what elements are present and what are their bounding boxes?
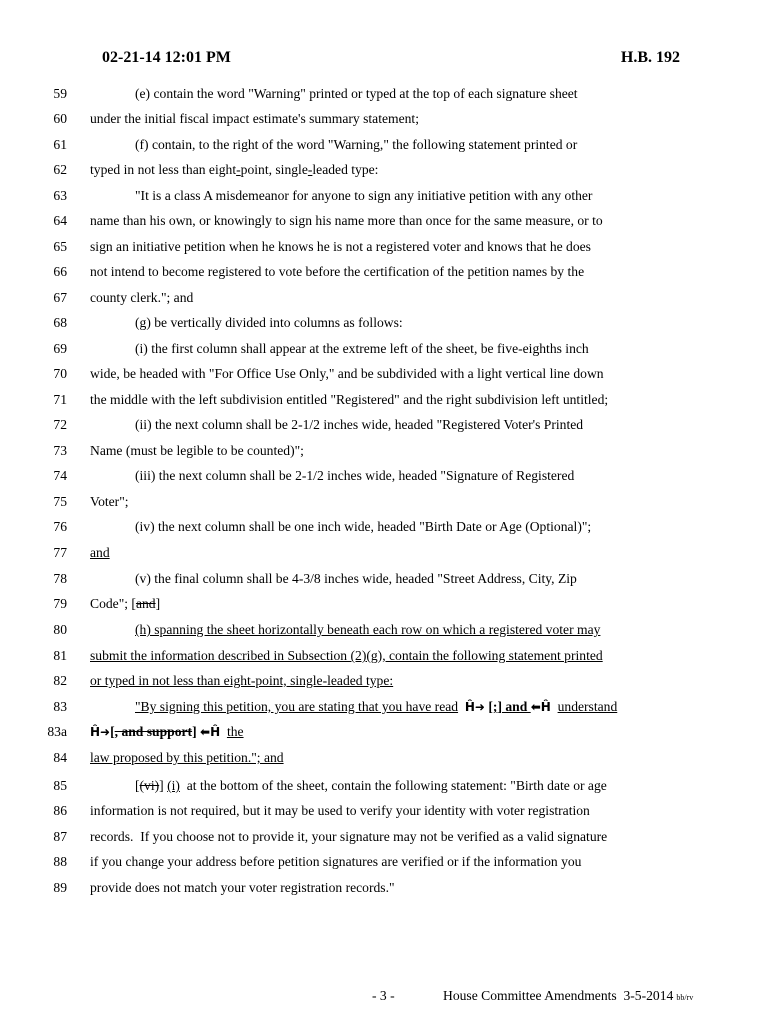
amendment-open-marker-icon: Ĥ➜ — [464, 700, 485, 714]
line-number: 85 — [53, 778, 67, 793]
line-number: 68 — [53, 315, 67, 330]
line-text: Name (must be legible to be counted)"; — [90, 443, 304, 458]
line-text: wide, be headed with "For Office Use Only," and be subdivided with a light vertical line down — [90, 366, 604, 381]
inserted-text: - — [236, 162, 241, 177]
line-88 — [0, 852, 770, 872]
line-83 — [0, 697, 770, 717]
line-text: information is not required, but it may be used to verify your identity with voter registration — [90, 803, 590, 818]
line-text: (i) the first column shall appear at the extreme left of the sheet, be five-eighths inch — [135, 341, 589, 356]
line-78 — [0, 569, 770, 589]
line-number: 66 — [53, 264, 67, 279]
line-number: 64 — [53, 213, 67, 228]
line-text: (ii) the next column shall be 2-1/2 inches wide, headed "Registered Voter's Printed — [135, 417, 584, 432]
line-79 — [0, 594, 770, 614]
line-text: (g) be vertically divided into columns as follows: — [135, 315, 403, 330]
line-number: 80 — [53, 622, 67, 637]
line-number: 59 — [53, 86, 67, 101]
line-69 — [0, 339, 770, 359]
deleted-text: (vi) — [139, 778, 160, 793]
line-number: 81 — [53, 648, 67, 663]
line-text: "It is a class A misdemeanor for anyone to sign any initiative petition with any other — [135, 188, 593, 203]
line-text: records. If you choose not to provide it, your signature may not be verified as a valid signature — [90, 829, 608, 844]
line-text: provide does not match your voter registration records." — [90, 880, 395, 895]
line-73 — [0, 441, 770, 461]
line-87 — [0, 827, 770, 847]
line-68 — [0, 313, 770, 333]
line-text: (e) contain the word "Warning" printed or typed at the top of each signature sheet — [135, 86, 578, 101]
inserted-text: law proposed by this petition."; and — [90, 750, 284, 765]
line-number: 87 — [53, 829, 67, 844]
deleted-text: , and support — [114, 724, 193, 739]
line-number: 77 — [53, 545, 67, 560]
inserted-text: "By signing this petition, you are stating that you have read — [135, 699, 459, 714]
line-number: 63 — [53, 188, 67, 203]
line-number: 70 — [53, 366, 67, 381]
line-text: (iii) the next column shall be 2-1/2 inches wide, headed "Signature of Registered — [135, 468, 575, 483]
line-80 — [0, 620, 770, 640]
line-71 — [0, 390, 770, 410]
inserted-text: and — [90, 545, 110, 560]
line-number: 71 — [53, 392, 67, 407]
inserted-text: submit the information described in Subsection (2)(g), contain the following statement printed — [90, 648, 603, 663]
line-64 — [0, 211, 770, 231]
line-text: Code"; [and] — [90, 596, 161, 611]
deleted-text: and — [135, 596, 156, 611]
line-61 — [0, 135, 770, 155]
line-number: 69 — [53, 341, 67, 356]
line-number: 75 — [53, 494, 67, 509]
line-84 — [0, 748, 770, 768]
line-number: 82 — [53, 673, 67, 688]
line-number: 67 — [53, 290, 67, 305]
inserted-text: (i) — [167, 778, 180, 793]
line-59 — [0, 84, 770, 104]
line-67 — [0, 288, 770, 308]
line-text: name than his own, or knowingly to sign his name more than once for the same measure, or to — [90, 213, 603, 228]
line-number: 79 — [53, 596, 67, 611]
line-text: if you change your address before petition signatures are verified or if the information you — [90, 854, 582, 869]
line-number: 72 — [53, 417, 67, 432]
line-text: not intend to become registered to vote before the certification of the petition names by the — [90, 264, 585, 279]
inserted-text: - — [307, 162, 313, 177]
line-text: sign an initiative petition when he knows he is not a registered voter and knows that he does — [90, 239, 591, 254]
line-number: 65 — [53, 239, 67, 254]
line-number: 88 — [53, 854, 67, 869]
line-text: the middle with the left subdivision entitled "Registered" and the right subdivision left untitled; — [90, 392, 609, 407]
line-number: 60 — [53, 111, 67, 126]
line-number: 78 — [53, 571, 67, 586]
page-number: - 3 - — [372, 988, 395, 1003]
line-text: (f) contain, to the right of the word "Warning," the following statement printed or — [135, 137, 578, 152]
line-74 — [0, 466, 770, 486]
line-number: 83 — [53, 699, 67, 714]
line-70 — [0, 364, 770, 384]
amendment-close-marker-icon: ⬅Ĥ — [530, 700, 551, 714]
line-number: 86 — [53, 803, 67, 818]
header-datetime: 02-21-14 12:01 PM — [102, 49, 231, 66]
line-number: 73 — [53, 443, 67, 458]
inserted-text: (h) spanning the sheet horizontally beneath each row on which a registered voter may — [135, 622, 601, 637]
line-82 — [0, 671, 770, 691]
line-text: (iv) the next column shall be one inch wide, headed "Birth Date or Age (Optional)"; — [135, 519, 592, 534]
line-text: under the initial fiscal impact estimate's summary statement; — [90, 111, 419, 126]
line-text: "By signing this petition, you are stating that you have read Ĥ➜ [;] and ⬅Ĥ understand — [135, 699, 618, 714]
line-text: county clerk."; and — [90, 290, 194, 305]
line-text: Voter"; — [90, 494, 129, 509]
line-number: 84 — [53, 750, 67, 765]
line-89 — [0, 878, 770, 898]
line-number: 74 — [53, 468, 67, 483]
line-text: (v) the final column shall be 4-3/8 inches wide, headed "Street Address, City, Zip — [135, 571, 577, 586]
line-65 — [0, 237, 770, 257]
inserted-text: or typed in not less than eight-point, single-leaded type: — [90, 673, 394, 688]
amendment-close-marker-icon: ⬅Ĥ — [200, 725, 221, 739]
line-number: 76 — [53, 519, 67, 534]
amendment-footer: House Committee Amendments 3-5-2014 bb/rv — [443, 988, 694, 1003]
line-number: 61 — [53, 137, 67, 152]
line-81 — [0, 646, 770, 666]
line-text: typed in not less than eight-point, single-leaded type: — [90, 162, 379, 177]
amendment-open-marker-icon: Ĥ➜ — [90, 725, 111, 739]
header-bill-number: H.B. 192 — [620, 49, 680, 66]
line-text: Ĥ➜[, and support] ⬅Ĥ the — [90, 724, 244, 739]
line-75 — [0, 492, 770, 512]
author-initials: bb/rv — [676, 993, 694, 1002]
line-76 — [0, 517, 770, 537]
line-number: 83a — [47, 724, 67, 739]
line-62 — [0, 160, 770, 180]
line-number: 62 — [53, 162, 67, 177]
line-60 — [0, 109, 770, 129]
line-63 — [0, 186, 770, 206]
line-77 — [0, 543, 770, 563]
line-text: [(vi)] (i) at the bottom of the sheet, contain the following statement: "Birth date or age — [135, 778, 607, 793]
line-85 — [0, 776, 770, 796]
line-72 — [0, 415, 770, 435]
line-66 — [0, 262, 770, 282]
line-83a — [0, 722, 770, 742]
line-86 — [0, 801, 770, 821]
line-number: 89 — [53, 880, 67, 895]
